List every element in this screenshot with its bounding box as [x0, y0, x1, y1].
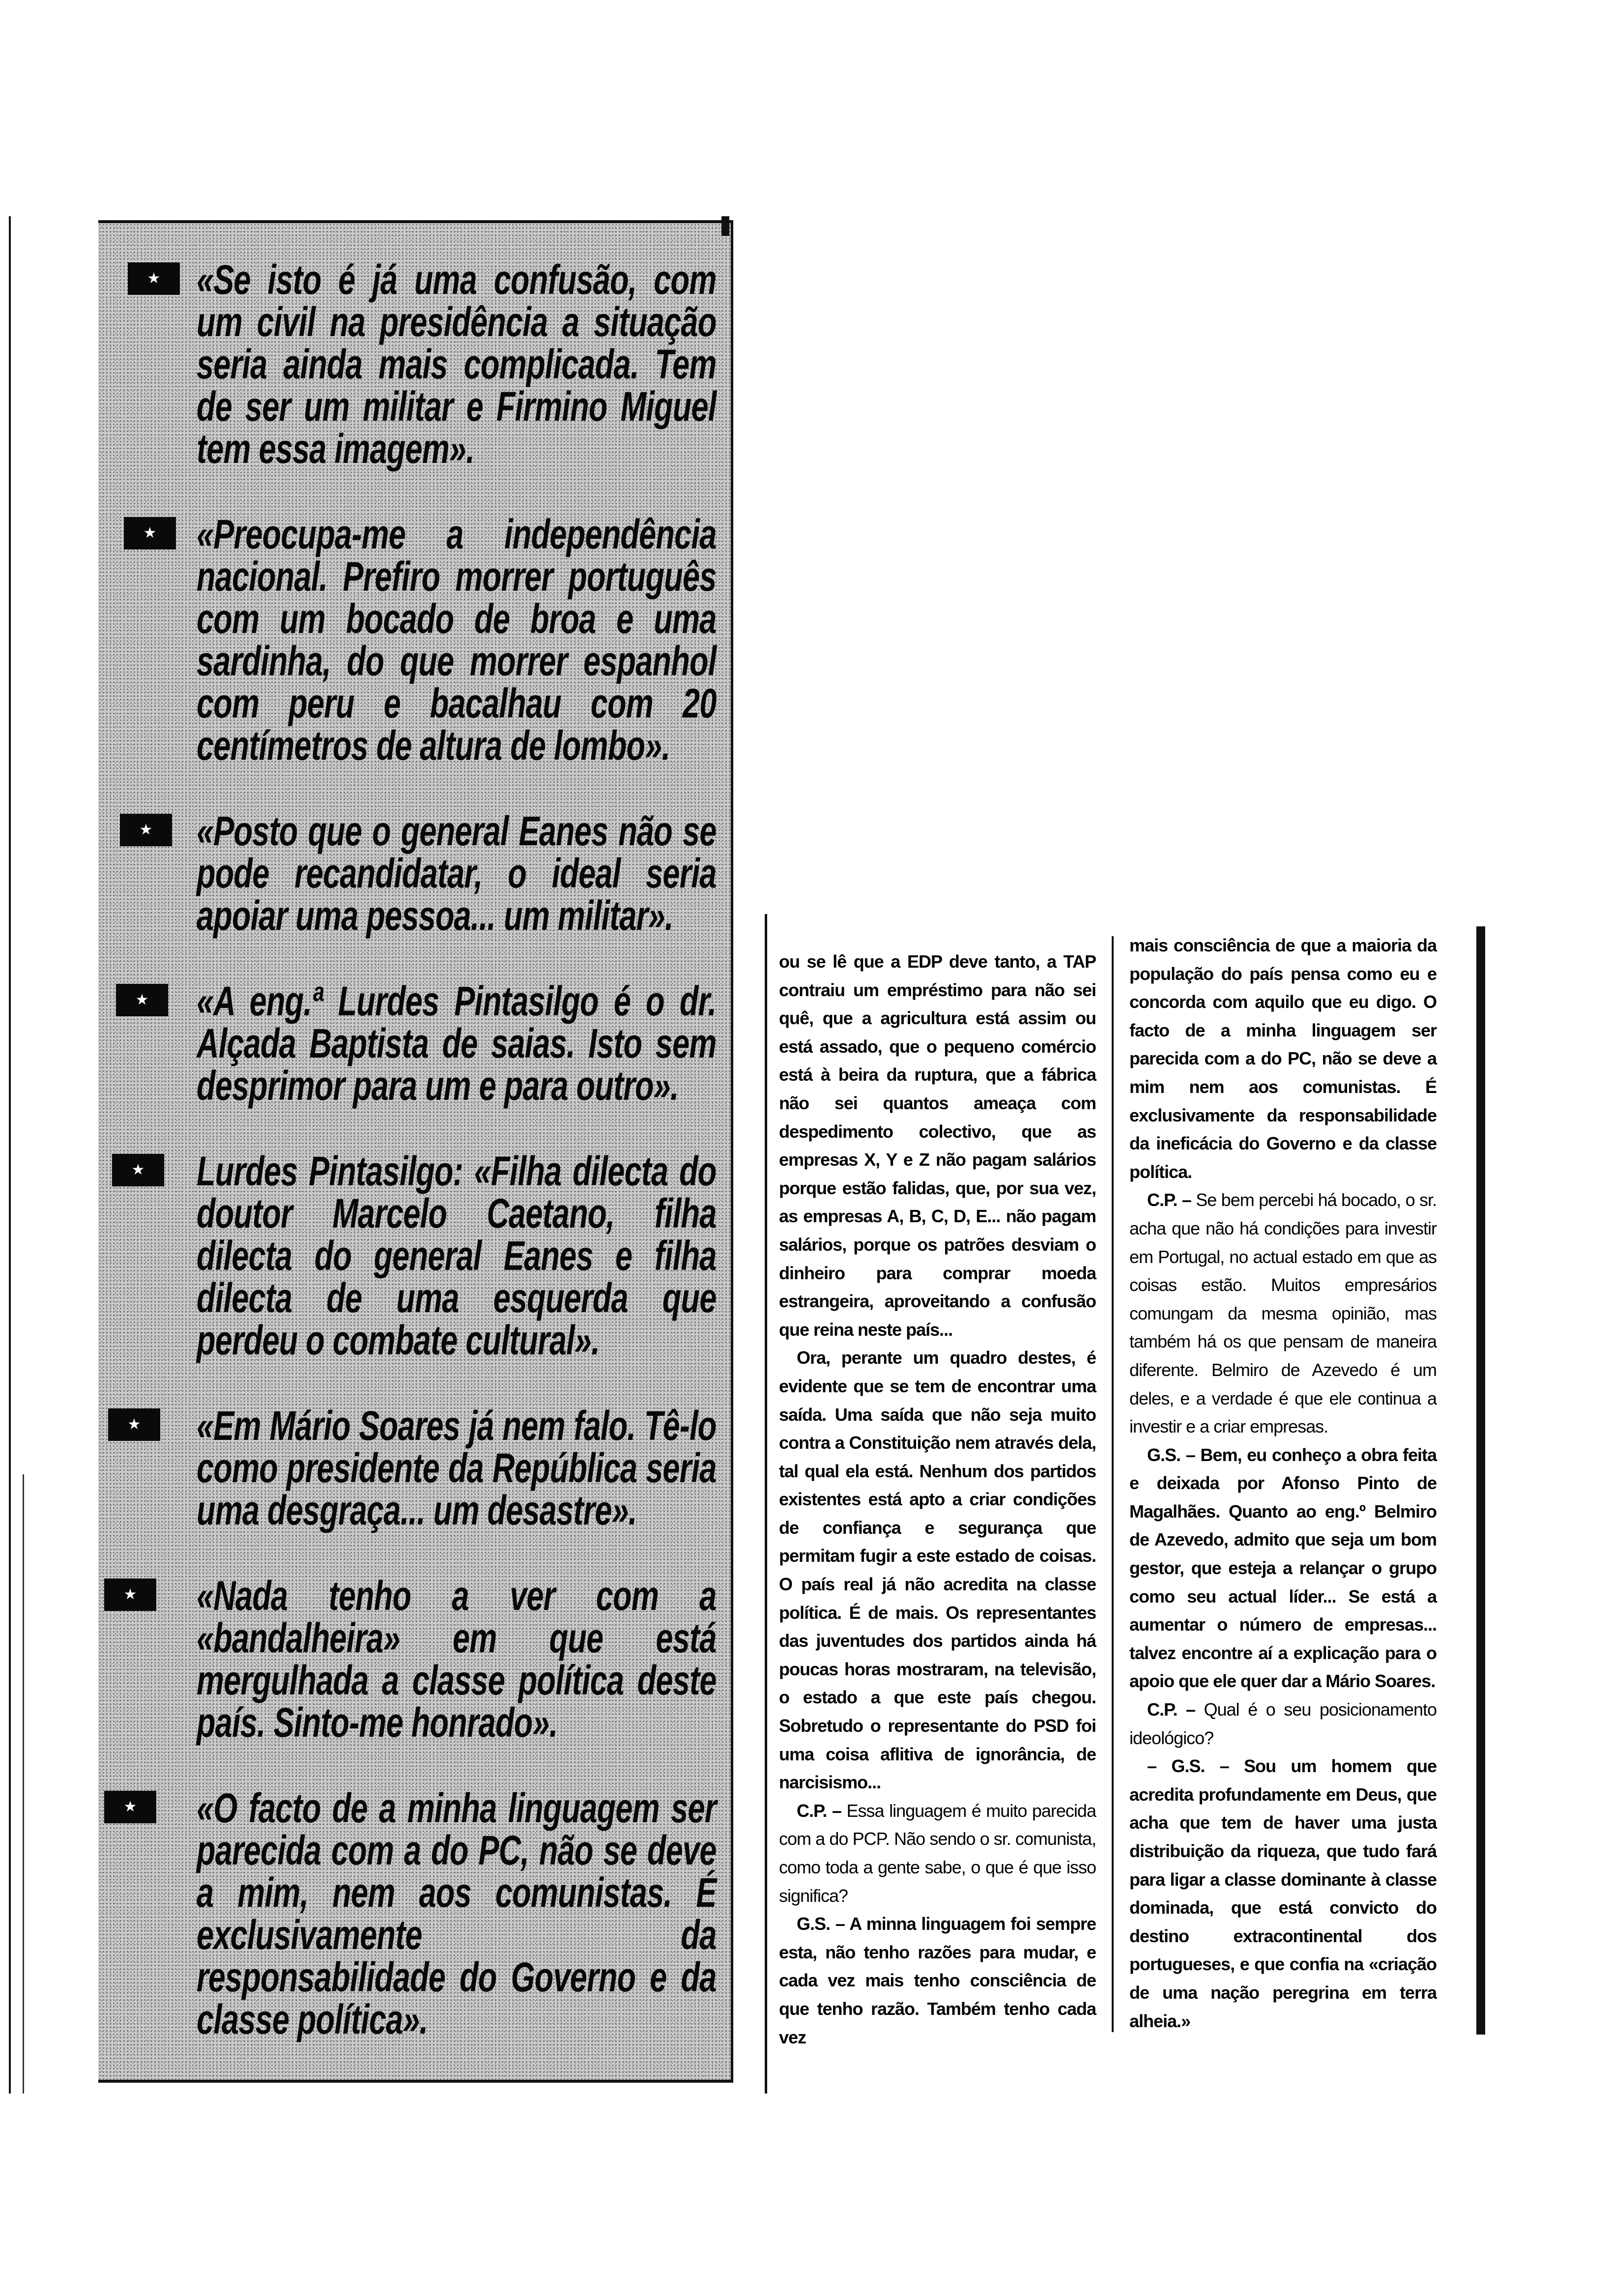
- star-icon: ★: [108, 1408, 160, 1441]
- pull-quote: [98, 1150, 731, 1361]
- star-icon: ★: [124, 517, 176, 549]
- pull-quote-text: «O facto de a minha linguagem ser parecida com a do PC, não se deve a mim, nem aos comunistas. É exclusivamente da responsabilidade do Governo e da classe política».: [197, 1785, 717, 2042]
- paragraph-text: A minna linguagem foi sempre esta, não tenho razões para mudar, e cada vez mais tenho consciência de que tenho razão. Também tenho cada vez: [779, 1914, 1096, 2047]
- article-paragraph: [779, 1797, 1096, 1910]
- article-paragraph: [1129, 1752, 1437, 2035]
- paragraph-text: Sou um homem que acredita profundamente em Deus, que acha que tem de haver uma justa distribuição da riqueza, que tudo fará para ligar a classe dominante à classe dominada, que está convicto do destino extracontinental dos portugueses, e que confia na «criação de uma nação peregrina em terra alheia.»: [1129, 1756, 1437, 2031]
- box-corner-mark: [721, 216, 729, 236]
- paragraph-text: ou se lê que a EDP deve tanto, a TAP contraiu um empréstimo para não sei quê, que a agricultura está assim ou está assado, que o pequeno comércio está à beira da ruptura, que a fábrica não sei quantos ameaça com despedimento colectivo, que as empresas X, Y e Z não pagam salários porque estão falidas, que, por sua vez, as empresas A, B, C, D, E... não pagam salários, porque os patrões desviam o dinheiro para comprar moeda estrangeira, aproveitando a confusão que reina neste país...: [779, 951, 1096, 1340]
- quotes-sidebar-box: [98, 220, 733, 2083]
- pull-quote-text: «A eng.ª Lurdes Pintasilgo é o dr. Alçada Baptista de saias. Isto sem desprimor para um e para outro».: [197, 978, 717, 1109]
- article-paragraph: [1129, 1441, 1437, 1695]
- pull-quote-text: «Preocupa-me a independência nacional. Prefiro morrer português com um bocado de broa e uma sardinha, do que morrer espanhol com peru e bacalhau com 20 centímetros de altura de lombo».: [197, 511, 717, 769]
- article-paragraph: [779, 1344, 1096, 1797]
- paragraph-text: Bem, eu conheço a obra feita e deixada por Afonso Pinto de Magalhães. Quanto ao eng.º Belmiro de Azevedo, admito que seja um bom gestor, que esteja a relançar o grupo como seu actual líder... Se está a aumentar o número de empresas... talvez encontre aí a explicação para o apoio que ele quer dar a Mário Soares.: [1129, 1444, 1437, 1692]
- pull-quote: [98, 980, 731, 1107]
- pull-quote: [98, 258, 731, 470]
- paragraph-text: mais consciência de que a maioria da população do país pensa como eu e concorda com aquilo que eu digo. O facto de a minha linguagem ser parecida com a do PC, não se deve a mim nem aos comunistas. É exclusivamente da responsabilidade da ineficácia do Governo e da classe política.: [1129, 935, 1437, 1182]
- article-paragraph: [779, 1910, 1096, 2051]
- page-edge-rule: [9, 216, 11, 2094]
- pull-quote: [98, 1787, 731, 2040]
- speaker-label: G.S. –: [1147, 1444, 1195, 1465]
- pull-quote-text: «Se isto é já uma confusão, com um civil na presidência a situação seria ainda mais complicada. Tem de ser um militar e Firmino Miguel tem essa imagem».: [197, 257, 717, 472]
- speaker-label: G.S. –: [797, 1914, 845, 1934]
- paragraph-text: Se bem percebi há bocado, o sr. acha que não há condições para investir em Portugal, no actual estado em que as coisas estão. Muitos empresários comungam da mesma opinião, mas também há os que pensam de maneira diferente. Belmiro de Azevedo é um deles, e a verdade é que ele continua a investir e a criar empresas.: [1129, 1190, 1437, 1437]
- article-column-middle: [779, 947, 1096, 2051]
- article-paragraph: [1129, 1186, 1437, 1440]
- star-icon: ★: [104, 1578, 156, 1611]
- speaker-label: C.P. –: [1147, 1190, 1191, 1210]
- star-icon: ★: [120, 814, 172, 846]
- star-icon: ★: [128, 262, 180, 295]
- article-paragraph: [1129, 931, 1437, 1186]
- paragraph-text: Ora, perante um quadro destes, é evidente que se tem de encontrar uma saída. Uma saída que não seja muito contra a Constituição nem através dela, tal qual ela está. Nenhum dos partidos existentes está apto a criar condições de confiança e segurança que permitam fugir a este estado de coisas. O país real já não acredita na classe política. É de mais. Os representantes das juventudes dos partidos ainda há poucas horas mostraram, na televisão, o estado a que este país chegou. Sobretudo o representante do PSD foi uma coisa aflitiva de ignorância, de narcisismo...: [779, 1348, 1096, 1793]
- pull-quote-text: Lurdes Pintasilgo: «Filha dilecta do doutor Marcelo Caetano, filha dilecta do general Eanes e filha dilecta de uma esquerda que perdeu o combate cultural».: [197, 1148, 717, 1363]
- column-rule-middle: [1112, 936, 1114, 2032]
- column-rule-right: [1476, 926, 1485, 2035]
- article-paragraph: [1129, 1695, 1437, 1752]
- column-rule-left: [765, 914, 767, 2094]
- star-icon: ★: [116, 984, 168, 1016]
- paragraph-text: Essa linguagem é muito parecida com a do PCP. Não sendo o sr. comunista, como toda a gente sabe, o que é que isso significa?: [779, 1800, 1096, 1906]
- star-icon: ★: [104, 1791, 156, 1823]
- article-column-right: [1129, 931, 1437, 2035]
- pull-quote-text: «Em Mário Soares já nem falo. Tê-lo como presidente da República seria uma desgraça... um desastre».: [197, 1403, 717, 1533]
- pull-quote: [98, 513, 731, 767]
- star-icon: ★: [112, 1154, 164, 1186]
- pull-quote: [98, 1405, 731, 1531]
- pull-quote-text: «Posto que o general Eanes não se pode recandidatar, o ideal seria apoiar uma pessoa... um militar».: [197, 808, 717, 939]
- speaker-label: C.P. –: [797, 1800, 841, 1821]
- page-edge-rule: [23, 1474, 24, 2094]
- pull-quote-text: «Nada tenho a ver com a «bandalheira» em que está mergulhada a classe política deste país. Sinto-me honrado».: [197, 1573, 717, 1746]
- pull-quote: [98, 810, 731, 937]
- speaker-label: C.P. –: [1147, 1699, 1195, 1720]
- paragraph-text: Qual é o seu posicionamento ideológico?: [1129, 1699, 1437, 1748]
- pull-quote: [98, 1575, 731, 1744]
- speaker-label: – G.S. –: [1147, 1756, 1229, 1777]
- article-paragraph: [779, 947, 1096, 1344]
